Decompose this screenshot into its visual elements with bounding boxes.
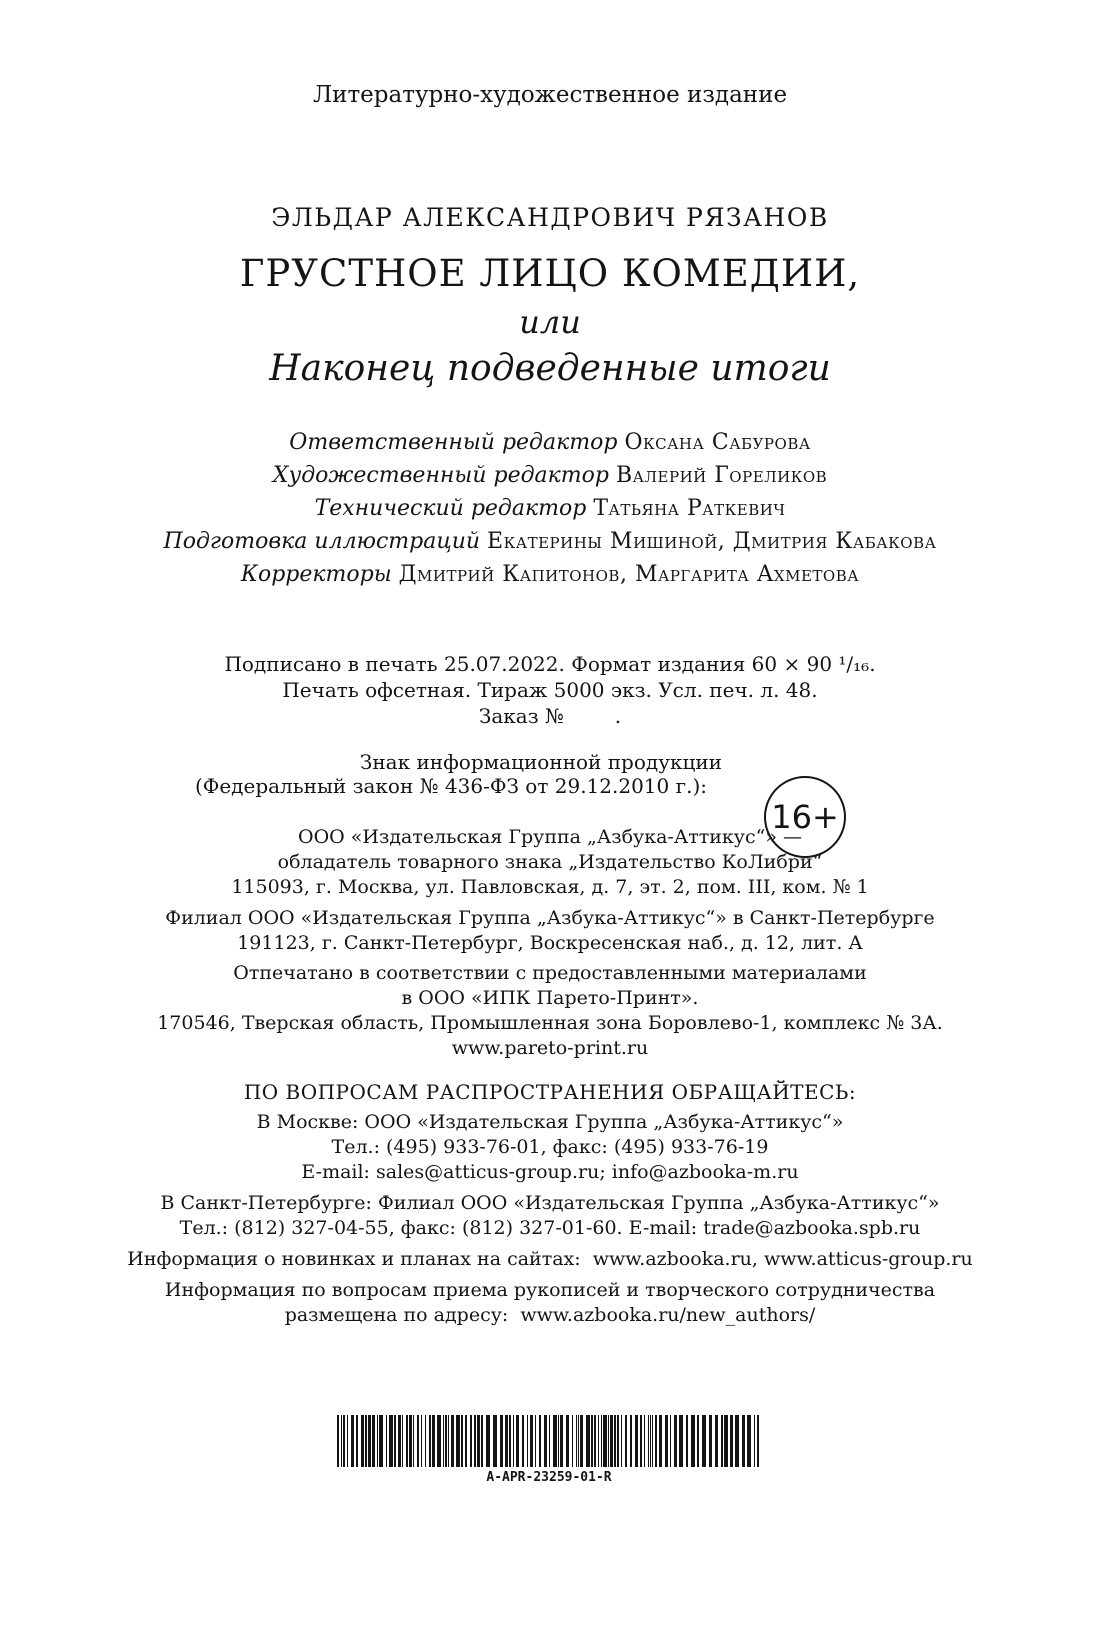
websites-info: Информация о новинках и планах на сайтах: www.azbooka.ru, www.atticus-group.ru — [127, 1248, 973, 1270]
spb-contact: В Санкт-Петербурге: Филиал ООО «Издательская Группа „Азбука-Аттикус“» — [160, 1192, 940, 1214]
age-rating-law: (Федеральный закон № 436-ФЗ от 29.12.2010 г.): — [194, 774, 707, 798]
manuscripts-info: Информация по вопросам приема рукописей и творческого сотрудничества — [164, 1279, 936, 1301]
credit-role: Технический редактор — [314, 496, 587, 521]
barcode-code: A-APR-23259-01-R — [486, 1470, 612, 1485]
printer-line: в ООО «ИПК Парето-Принт». — [401, 987, 699, 1009]
credit-name: Валерий Гореликов — [616, 463, 828, 488]
publisher-line: ООО «Издательская Группа „Азбука-Аттикус“» — — [298, 826, 802, 848]
credit-role: Художественный редактор — [272, 463, 609, 488]
credit-name: Татьяна Раткевич — [593, 496, 786, 521]
publisher-address: 115093, г. Москва, ул. Павловская, д. 7, эт. 2, пом. III, ком. № 1 — [231, 876, 869, 898]
credit-name: Екатерины Мишиной, Дмитрия Кабакова — [487, 529, 937, 554]
printer-line: Отпечатано в соответствии с предоставленными материалами — [233, 962, 867, 984]
moscow-phone: Тел.: (495) 933-76-01, факс: (495) 933-76-19 — [331, 1136, 769, 1158]
credit-name: Оксана Сабурова — [624, 430, 811, 455]
printer-website: www.pareto-print.ru — [451, 1037, 649, 1059]
credit-tech-editor — [0, 496, 1100, 521]
printer-address: 170546, Тверская область, Промышленная зона Боровлево-1, комплекс № 3А. — [157, 1012, 943, 1034]
manuscripts-address: размещена по адресу: www.azbooka.ru/new_authors/ — [284, 1304, 816, 1326]
distribution-heading: ПО ВОПРОСАМ РАСПРОСТРАНЕНИЯ ОБРАЩАЙТЕСЬ: — [243, 1080, 857, 1104]
branch-line: Филиал ООО «Издательская Группа „Азбука-Аттикус“» в Санкт-Петербурге — [165, 907, 935, 929]
spb-phone: Тел.: (812) 327-04-55, факс: (812) 327-01-60. E-mail: trade@azbooka.spb.ru — [179, 1217, 921, 1239]
credit-proofreaders — [0, 562, 1100, 587]
credit-role: Ответственный редактор — [289, 430, 618, 455]
credit-name: Дмитрий Капитонов, Маргарита Ахметова — [398, 562, 860, 587]
credit-role: Подготовка иллюстраций — [163, 529, 481, 554]
edition-type: Литературно-художественное издание — [312, 82, 788, 108]
title-conjunction: или — [519, 303, 581, 341]
print-info-line: Печать офсетная. Тираж 5000 экз. Усл. печ. л. 48. — [282, 678, 818, 702]
branch-address: 191123, г. Санкт-Петербург, Воскресенская наб., д. 12, лит. А — [237, 932, 863, 954]
order-number: Заказ № . — [478, 704, 622, 728]
publisher-line: обладатель товарного знака „Издательство КоЛибри“ — [277, 851, 823, 873]
barcode — [337, 1415, 761, 1467]
book-subtitle: Наконец подведенные итоги — [269, 348, 831, 389]
moscow-email: E-mail: sales@atticus-group.ru; info@azbooka-m.ru — [301, 1161, 799, 1183]
credit-role: Корректоры — [240, 562, 392, 587]
credit-editor — [0, 430, 1100, 455]
print-info-line: Подписано в печать 25.07.2022. Формат издания 60 × 90 ¹/₁₆. — [224, 652, 876, 676]
author-name: ЭЛЬДАР АЛЕКСАНДРОВИЧ РЯЗАНОВ — [271, 203, 829, 232]
credit-illustrations — [0, 529, 1100, 554]
age-rating-badge: 16+ — [764, 776, 846, 858]
book-title: ГРУСТНОЕ ЛИЦО КОМЕДИИ, — [239, 252, 861, 295]
moscow-contact: В Москве: ООО «Издательская Группа „Азбука-Аттикус“» — [256, 1111, 844, 1133]
age-rating-label: Знак информационной продукции — [359, 750, 722, 774]
credit-art-editor — [0, 463, 1100, 488]
